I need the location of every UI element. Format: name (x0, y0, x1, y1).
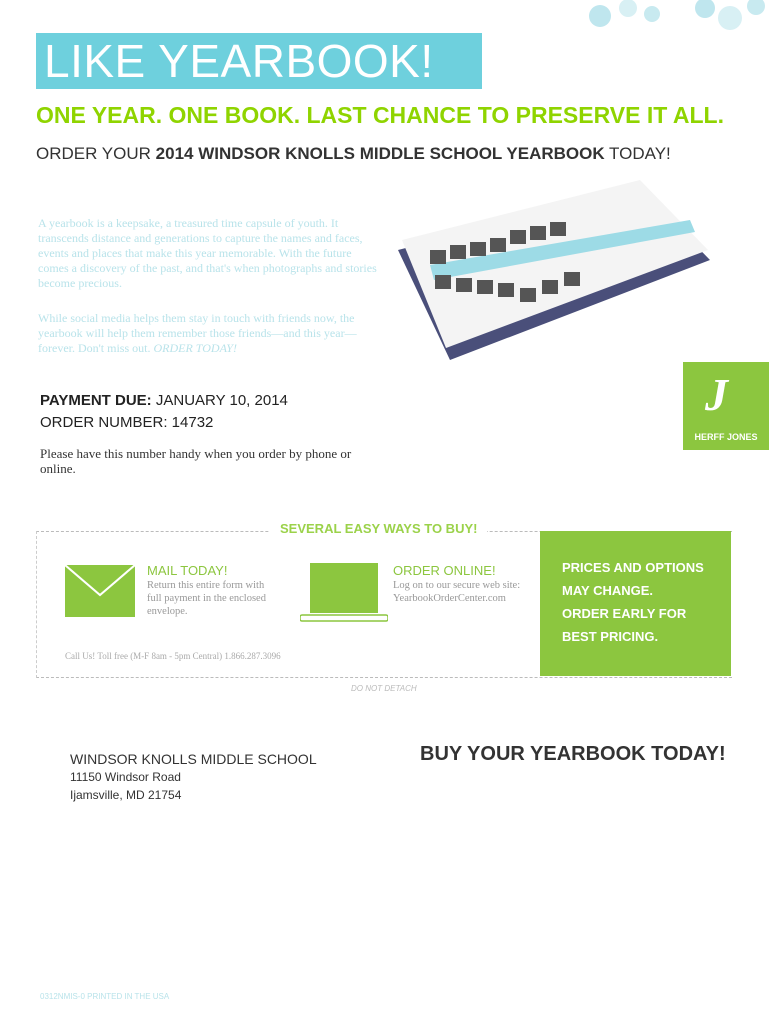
online-title: ORDER ONLINE! (393, 563, 496, 578)
decorative-circles (540, 0, 770, 40)
street: 11150 Windsor Road (70, 770, 181, 784)
ways-heading: SEVERAL EASY WAYS TO BUY! (270, 521, 487, 536)
detach-note: DO NOT DETACH (351, 684, 417, 693)
address-block (70, 750, 317, 804)
prices-notice: PRICES AND OPTIONS MAY CHANGE. ORDER EARLY FOR BEST PRICING. (540, 531, 731, 676)
school-name: WINDSOR KNOLLS MIDDLE SCHOOL (70, 751, 317, 767)
payment-block (40, 390, 288, 434)
payment-due: PAYMENT DUE: JANUARY 10, 2014 (40, 392, 288, 409)
yearbook-image (390, 180, 720, 380)
order-headline: ORDER YOUR 2014 WINDSOR KNOLLS MIDDLE SCHOOL YEARBOOK TODAY! (36, 144, 671, 163)
order-number: ORDER NUMBER: 14732 (40, 414, 214, 431)
mail-title: MAIL TODAY! (147, 563, 228, 578)
intro-paragraph-1: A yearbook is a keepsake, a treasured time capsule of youth. It transcends distance and generations to capture the names and faces, events and places that make this year memorable. With the future comes a discovery of the past, and that's when photographs and stories become precious. (38, 216, 377, 290)
laptop-icon (300, 563, 388, 625)
herff-jones-logo: J HERFF JONES (683, 362, 769, 450)
buy-today-cta: BUY YOUR YEARBOOK TODAY! (420, 743, 726, 765)
city: Ijamsville, MD 21754 (70, 788, 182, 802)
intro-paragraph-2: While social media helps them stay in touch with friends now, the yearbook will help them remember those friends—and this year—forever. Don't miss out. ORDER TODAY! (38, 311, 357, 355)
mail-text: Return this entire form with full payment in the enclosed envelope. (147, 580, 266, 617)
footer-code: 0312NMIS-0 PRINTED IN THE USA (40, 992, 170, 1001)
order-note: Please have this number handy when you order by phone or online. (40, 446, 352, 476)
tagline: ONE YEAR. ONE BOOK. LAST CHANCE TO PRESERVE IT ALL. (36, 102, 724, 128)
hero-banner: LIKE YEARBOOK! (36, 33, 482, 89)
online-text: Log on to our secure web site: YearbookOrderCenter.com (393, 580, 521, 604)
phone-line: Call Us! Toll free (M-F 8am - 5pm Central) 1.866.287.3096 (65, 651, 281, 661)
envelope-icon (65, 565, 135, 617)
